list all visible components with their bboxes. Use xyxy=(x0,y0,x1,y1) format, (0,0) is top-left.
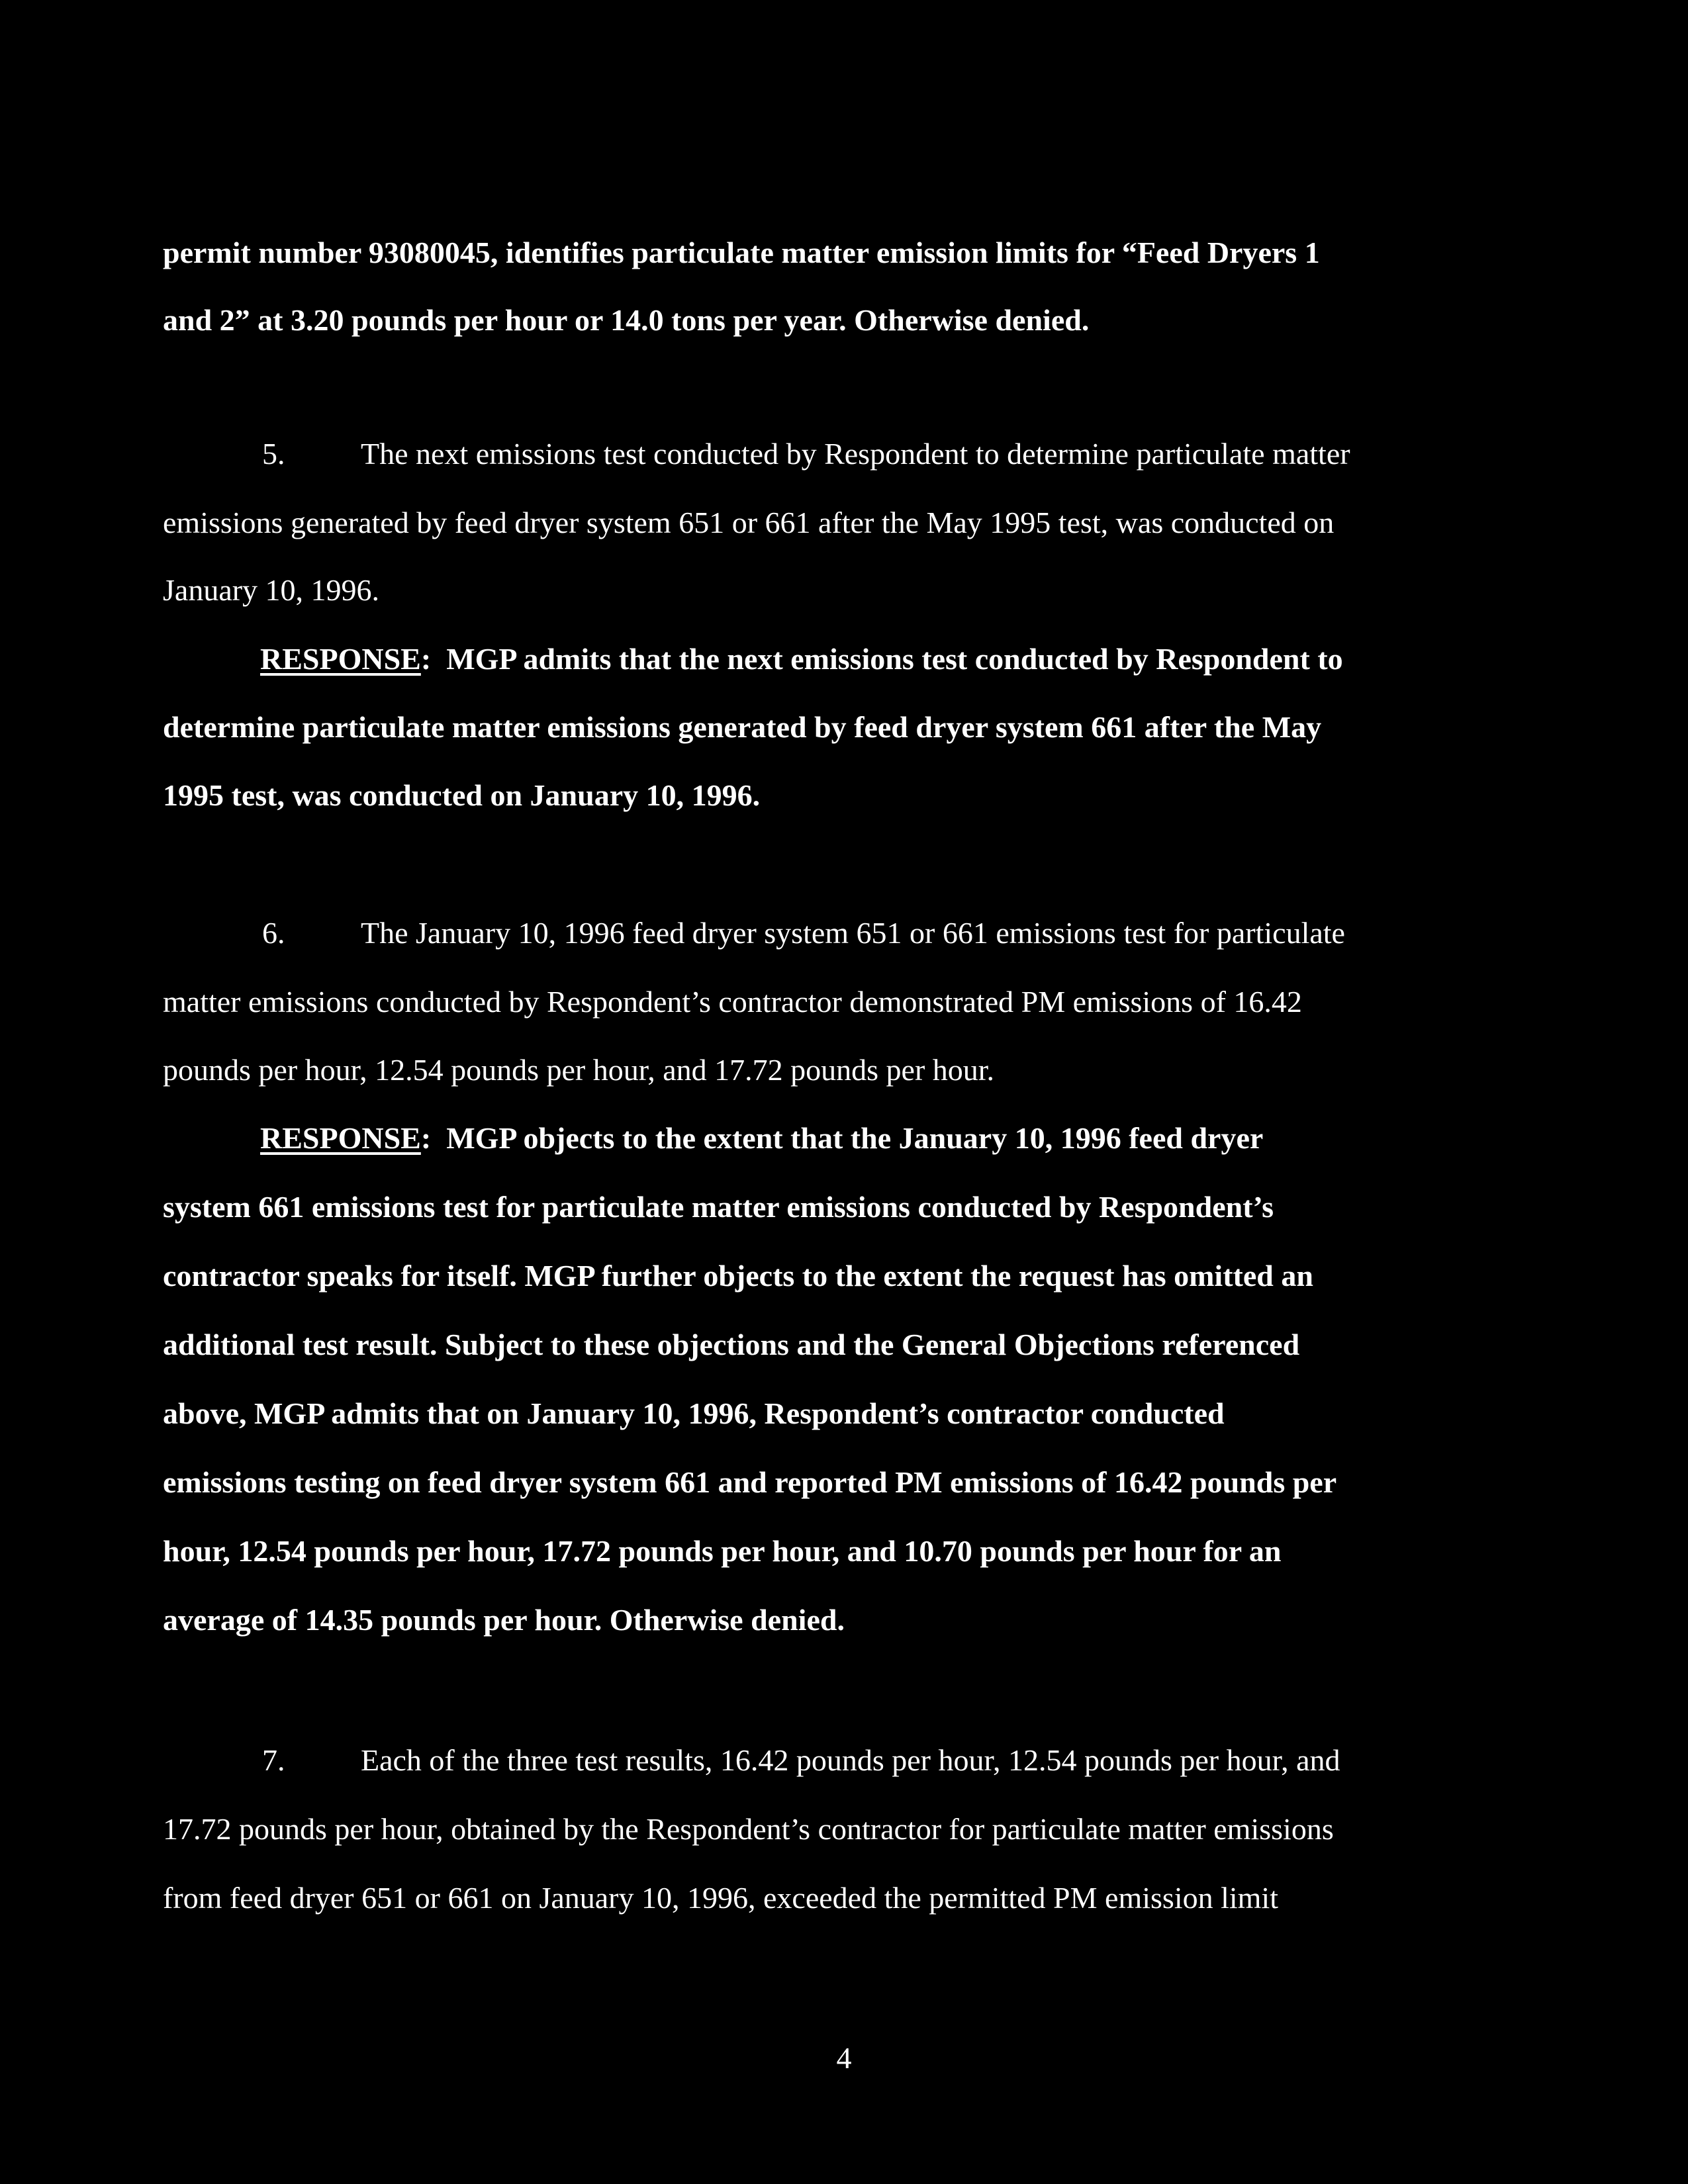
item-6-response-line-8: average of 14.35 pounds per hour. Otherwise denied. xyxy=(163,1603,845,1637)
intro-line-1: permit number 93080045, identifies particulate matter emission limits for “Feed Dryers 1 xyxy=(163,236,1320,269)
item-6-line-3: pounds per hour, 12.54 pounds per hour, and 17.72 pounds per hour. xyxy=(163,1053,995,1087)
item-5-response-line-1 xyxy=(260,639,1343,679)
item-5-response-text-1: MGP admits that the next emissions test conducted by Respondent to xyxy=(446,642,1343,676)
response-label: RESPONSE xyxy=(260,1121,421,1155)
item-6-response-line-5: above, MGP admits that on January 10, 1996, Respondent’s contractor conducted xyxy=(163,1396,1225,1430)
item-6-response-text-1: MGP objects to the extent that the January 10, 1996 feed dryer xyxy=(446,1121,1264,1155)
item-6-response-line-3: contractor speaks for itself. MGP further objects to the extent the request has omitted an xyxy=(163,1259,1313,1293)
item-7-number: 7. xyxy=(262,1743,285,1777)
item-6-number: 6. xyxy=(262,916,285,950)
item-6-response-line-2: system 661 emissions test for particulate matter emissions conducted by Respondent’s xyxy=(163,1190,1274,1224)
item-7-line-1: Each of the three test results, 16.42 pounds per hour, 12.54 pounds per hour, and xyxy=(361,1743,1340,1777)
intro-line-2: and 2” at 3.20 pounds per hour or 14.0 tons per year. Otherwise denied. xyxy=(163,303,1090,337)
response-colon: : xyxy=(420,642,432,676)
item-7-line-3: from feed dryer 651 or 661 on January 10, 1996, exceeded the permitted PM emission limit xyxy=(163,1881,1278,1915)
item-6-response-line-1 xyxy=(260,1118,1263,1158)
response-label: RESPONSE xyxy=(260,642,421,676)
item-5-line-2: emissions generated by feed dryer system 651 or 661 after the May 1995 test, was conducted on xyxy=(163,506,1335,539)
item-5-response-line-3: 1995 test, was conducted on January 10, 1996. xyxy=(163,778,761,812)
response-colon: : xyxy=(420,1121,432,1155)
item-5-line-1: The next emissions test conducted by Respondent to determine particulate matter xyxy=(361,437,1350,471)
item-5-response-line-2: determine particulate matter emissions generated by feed dryer system 661 after the May xyxy=(163,710,1322,744)
item-6-response-line-6: emissions testing on feed dryer system 661 and reported PM emissions of 16.42 pounds per xyxy=(163,1465,1337,1499)
item-5-line-3: January 10, 1996. xyxy=(163,573,380,607)
item-7-line-2: 17.72 pounds per hour, obtained by the Respondent’s contractor for particulate matter emissions xyxy=(163,1812,1334,1846)
item-6-response-line-4: additional test result. Subject to these objections and the General Objections referenced xyxy=(163,1328,1300,1361)
item-6-line-2: matter emissions conducted by Respondent’s contractor demonstrated PM emissions of 16.42 xyxy=(163,985,1302,1019)
page-number: 4 xyxy=(836,2041,852,2075)
item-5-number: 5. xyxy=(262,437,285,471)
item-6-line-1: The January 10, 1996 feed dryer system 651 or 661 emissions test for particulate xyxy=(361,916,1345,950)
item-6-response-line-7: hour, 12.54 pounds per hour, 17.72 pounds per hour, and 10.70 pounds per hour for an xyxy=(163,1534,1282,1568)
